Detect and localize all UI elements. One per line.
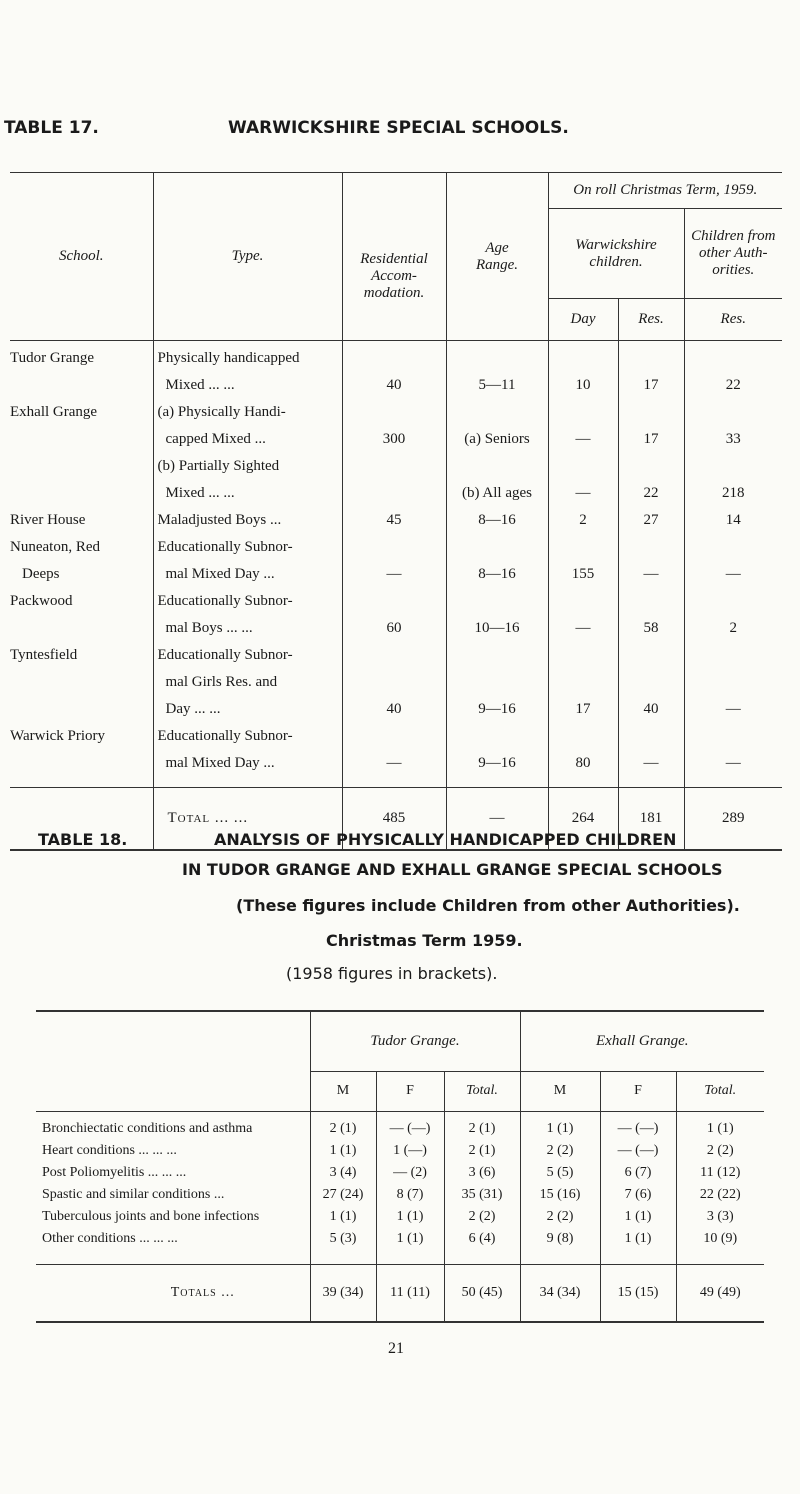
table-row: Packwood Educationally Subnor- mal Boys ... ... 60 10—16 — 58 2 [10,588,782,642]
table-row: Bronchiectatic conditions and asthma 2 (1) — (—) 2 (1) 1 (1) — (—) 1 (1) [36,1111,764,1140]
table-row: Tuberculous joints and bone infections 1 (1) 1 (1) 2 (2) 2 (2) 1 (1) 3 (3) [36,1206,764,1228]
col-header-residential: Residential Accom- modation. [342,173,446,341]
table-row: Warwick Priory Educationally Subnor- mal Mixed Day ... — 9—16 80 — — [10,723,782,788]
col-header-other-authorities: Children from other Auth- orities. [684,209,782,299]
table-row: Heart conditions ... ... ... 1 (1) 1 (—) 2 (1) 2 (2) — (—) 2 (2) [36,1140,764,1162]
total-accom: 485 [342,788,446,850]
table-row: Exhall Grange (a) Physically Handi- capped Mixed ... 300 (a) Seniors — 17 33 [10,399,782,453]
col-header-type: Type. [153,173,342,341]
col-header-tudor-f: F [376,1071,444,1111]
col-header-exhall-m: M [520,1071,600,1111]
totals-row: Totals ... 39 (34) 11 (11) 50 (45) 34 (34) 15 (15) 49 (49) [36,1264,764,1322]
col-header-school: School. [58,248,104,264]
table-row: Tyntesfield Educationally Subnor- mal Girls Res. and Day ... ... 40 9—16 17 40 — [10,642,782,723]
table-row: Other conditions ... ... ... 5 (3) 1 (1) 6 (4) 9 (8) 1 (1) 10 (9) [36,1228,764,1265]
table-row: Spastic and similar conditions ... 27 (24) 8 (7) 35 (31) 15 (16) 7 (6) 22 (22) [36,1184,764,1206]
col-header-day: Day [548,299,618,341]
col-header-age: Age Range. [446,173,548,341]
totals-label: Totals ... [170,1284,235,1300]
col-header-res: Res. [618,299,684,341]
table-row: Nuneaton, Red Deeps Educationally Subnor- mal Mixed Day ... — 8—16 155 — — [10,534,782,588]
group-header-exhall: Exhall Grange. [520,1011,764,1071]
table-row: River House Maladjusted Boys ... 45 8—16 2 27 14 [10,507,782,534]
table-row: (b) Partially Sighted Mixed ... ... (b) All ages — 22 218 [10,453,782,507]
table18-title-line2: IN TUDOR GRANGE AND EXHALL GRANGE SPECIAL SCHOOLS [182,860,723,879]
total-other: 289 [684,788,782,850]
table-row: Post Poliomyelitis ... ... ... 3 (4) — (2) 3 (6) 5 (5) 6 (7) 11 (12) [36,1162,764,1184]
total-age: — [446,788,548,850]
col-header-on-roll: On roll Christmas Term, 1959. [548,173,782,209]
group-header-tudor: Tudor Grange. [310,1011,520,1071]
total-res: 181 [618,788,684,850]
table17-title: WARWICKSHIRE SPECIAL SCHOOLS. [228,118,569,138]
total-day: 264 [548,788,618,850]
special-schools-table [10,172,782,851]
page-number: 21 [388,1340,404,1357]
table18-title-line1: ANALYSIS OF PHYSICALLY HANDICAPPED CHILDREN [214,830,677,849]
col-header-warwickshire: Warwickshire children. [548,209,684,299]
table18-number: TABLE 18. [38,830,128,849]
col-header-tudor-total: Total. [444,1071,520,1111]
table18-term: Christmas Term 1959. [326,931,523,950]
col-header-exhall-total: Total. [676,1071,764,1111]
col-header-tudor-m: M [310,1071,376,1111]
table17-number: TABLE 17. [4,118,99,138]
table18-brackets-note: (1958 figures in brackets). [286,964,498,983]
col-header-exhall-f: F [600,1071,676,1111]
col-header-res-other: Res. [684,299,782,341]
total-label: Total ... ... [153,788,342,850]
table18-note: (These figures include Children from other Authorities). [236,896,740,915]
physically-handicapped-table [36,1010,764,1323]
table-row: Tudor Grange Physically handicapped Mixed ... ... 40 5—11 10 17 22 [10,341,782,400]
